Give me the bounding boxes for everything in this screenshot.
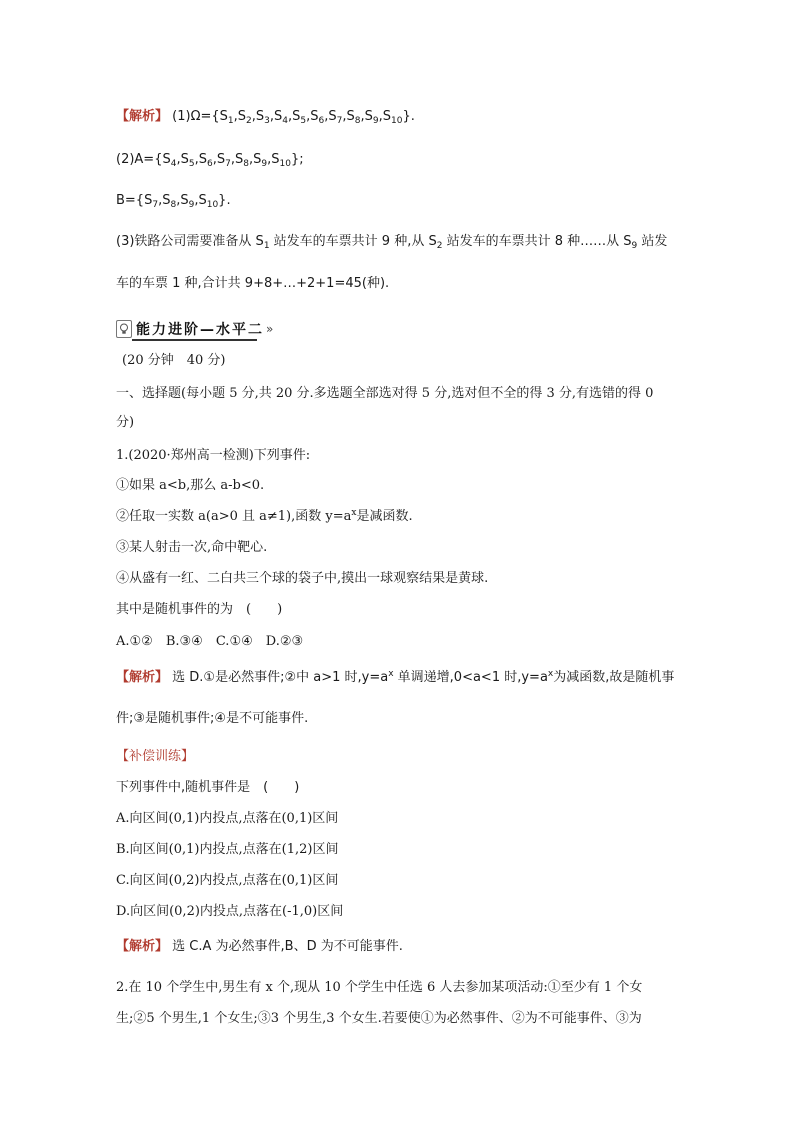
- solution-part3-line2: 车的车票 1 种,合计共 9+8+…+2+1=45(种).: [116, 276, 390, 291]
- q1-solution-line1: 【解析】 选 D.①是必然事件;②中 a>1 时$,y=a^x$ 单调递增,0<a<1 时$,y=a^x$为减函数,故是随机事: [116, 669, 675, 685]
- buchang-option-d: D.向区间(0,2)内投点,点落在(-1,0)区间: [116, 904, 344, 919]
- buchang-stem: 下列事件中,随机事件是 ( ): [116, 780, 300, 795]
- q1-item1: ①如果 a<b,那么 a-b<0.: [116, 478, 265, 493]
- buchang-option-b: B.向区间(0,1)内投点,点落在(1,2)区间: [116, 842, 339, 857]
- q1-options: A.①② B.③④ C.①④ D.②③: [116, 634, 304, 649]
- q2-line2: 生;②5 个男生,1 个女生;③3 个男生,3 个女生.若要使①为必然事件、②为不可能事件、③为: [116, 1011, 642, 1026]
- solution-part1-line1: 【解析】 $(1)\Omega=\{S_1,S_2,S_3,S_4,S_5,S_6,S_7,S_8,S_9,S_{10}\}$.: [116, 109, 415, 126]
- mc-intro-line2: 分): [116, 415, 135, 430]
- section-title: 能力进阶—水平二: [136, 322, 264, 338]
- q1-solution-line2: 件;③是随机事件;④是不可能事件.: [116, 711, 309, 726]
- solution-part2-line: $(2)A=\{S_4,S_5,S_6,S_7,S_8,S_9,S_{10}\}$;: [116, 152, 304, 169]
- jiexi-label: 【解析】: [116, 109, 169, 124]
- lightbulb-icon: [116, 320, 132, 338]
- q1-item3: ③某人射击一次,命中靶心.: [116, 540, 268, 555]
- solution-set-b-line: $B=\{S_7,S_8,S_9,S_{10}\}$.: [116, 193, 231, 210]
- buchang-solution: 【解析】 选 C.A 为必然事件,B、D 为不可能事件.: [116, 939, 403, 954]
- jiexi-label: 【解析】: [116, 670, 169, 685]
- double-chevron-icon: »: [266, 322, 274, 336]
- q1-ask: 其中是随机事件的为 ( ): [116, 602, 283, 617]
- buchang-label: 【补偿训练】: [116, 749, 195, 764]
- jiexi-label: 【解析】: [116, 939, 169, 954]
- buchang-option-a: A.向区间(0,1)内投点,点落在(0,1)区间: [116, 811, 339, 826]
- buchang-option-c: C.向区间(0,2)内投点,点落在(0,1)区间: [116, 873, 339, 888]
- q1-stem: 1.(2020·郑州高一检测)下列事件:: [116, 448, 311, 463]
- q1-item2: ②任取一实数 a(a>0 且 a≠1),函数 $y=a^x$是减函数.: [116, 508, 413, 524]
- solution-part3-line1: (3)铁路公司需要准备从 $S_1$ 站发车的车票共计 9 种,从 $S_2$ 站发车的车票共计 8 种……从 $S_9$ 站发: [116, 234, 668, 251]
- mc-intro-line1: 一、选择题(每小题 5 分,共 20 分.多选题全部选对得 5 分,选对但不全的得 3 分,有选错的得 0: [116, 386, 654, 401]
- section-header: [116, 318, 273, 340]
- section-underline: [132, 339, 257, 341]
- q1-item4: ④从盛有一红、二白共三个球的袋子中,摸出一球观察结果是黄球.: [116, 571, 489, 586]
- time-note: (20 分钟 40 分): [122, 353, 226, 368]
- q2-line1: 2.在 10 个学生中,男生有 x 个,现从 10 个学生中任选 6 人去参加某项活动:①至少有 1 个女: [116, 980, 643, 995]
